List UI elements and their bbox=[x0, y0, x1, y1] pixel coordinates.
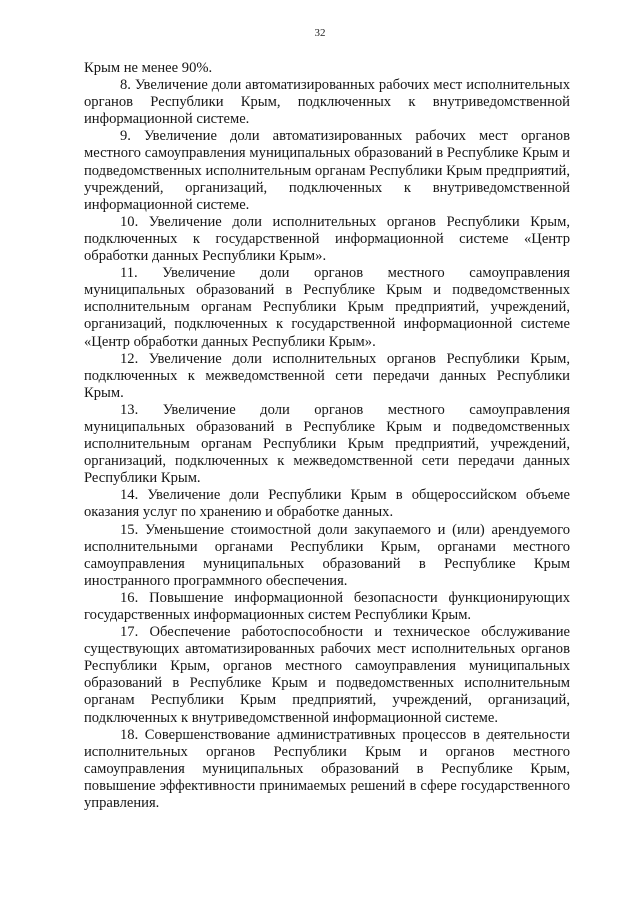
paragraph-item-18: 18. Совершенствование административных процессов в деятельности исполнительных органов Республики Крым и органов местного самоуправления муниципальных образований в Республике Крым, повышение эффективности принимаемых решений в сфере государственного управления. bbox=[84, 726, 570, 812]
document-body bbox=[84, 60, 570, 812]
paragraph-item-9: 9. Увеличение доли автоматизированных рабочих мест органов местного самоуправления муниципальных образований в Республике Крым и подведомственных исполнительным органам Республики Крым предприятий, учреждений, организаций, подключенных к внутриведомственной информационной системе. bbox=[84, 128, 570, 213]
paragraph-continuation: Крым не менее 90%. bbox=[84, 60, 213, 76]
paragraph-item-17: 17. Обеспечение работоспособности и техническое обслуживание существующих автоматизированных рабочих мест исполнительных органов Республики Крым, органов местного самоуправления муниципальных образований в Республике Крым и подведомственных исполнительным органам Республики Крым предприятий, учреждений, организаций, подключенных к внутриведомственной информационной системе. bbox=[84, 624, 570, 726]
page-number: 32 bbox=[314, 27, 326, 39]
paragraph-item-10: 10. Увеличение доли исполнительных органов Республики Крым, подключенных к государственной информационной системе «Центр обработки данных Республики Крым». bbox=[84, 213, 570, 265]
paragraph-item-8: 8. Увеличение доли автоматизированных рабочих мест исполнительных органов Республики Крым, подключенных к внутриведомственной информационной системе. bbox=[84, 77, 570, 128]
paragraph-item-14: 14. Увеличение доли Республики Крым в общероссийском объеме оказания услуг по хранению и обработке данных. bbox=[84, 487, 570, 521]
paragraph-item-16: 16. Повышение информационной безопасности функционирующих государственных информационных систем Республики Крым. bbox=[84, 589, 570, 623]
paragraph-item-13: 13. Увеличение доли органов местного самоуправления муниципальных образований в Республике Крым и подведомственных исполнительным органам Республики Крым предприятий, учреждений, организаций, подключенных к межведомственной сети передачи данных Республики Крым. bbox=[84, 401, 570, 487]
paragraph-item-12: 12. Увеличение доли исполнительных органов Республики Крым, подключенных к межведомственной сети передачи данных Республики Крым. bbox=[84, 350, 570, 401]
paragraph-item-15: 15. Уменьшение стоимостной доли закупаемого и (или) арендуемого исполнительными органами Республики Крым, органами местного самоуправления муниципальных образований в Республике Крым иностранного программного обеспечения. bbox=[84, 521, 570, 589]
paragraph-item-11: 11. Увеличение доли органов местного самоуправления муниципальных образований в Республике Крым и подведомственных исполнительным органам Республики Крым предприятий, учреждений, организаций, подключенных к государственной информационной системе «Центр обработки данных Республики Крым». bbox=[84, 265, 570, 350]
